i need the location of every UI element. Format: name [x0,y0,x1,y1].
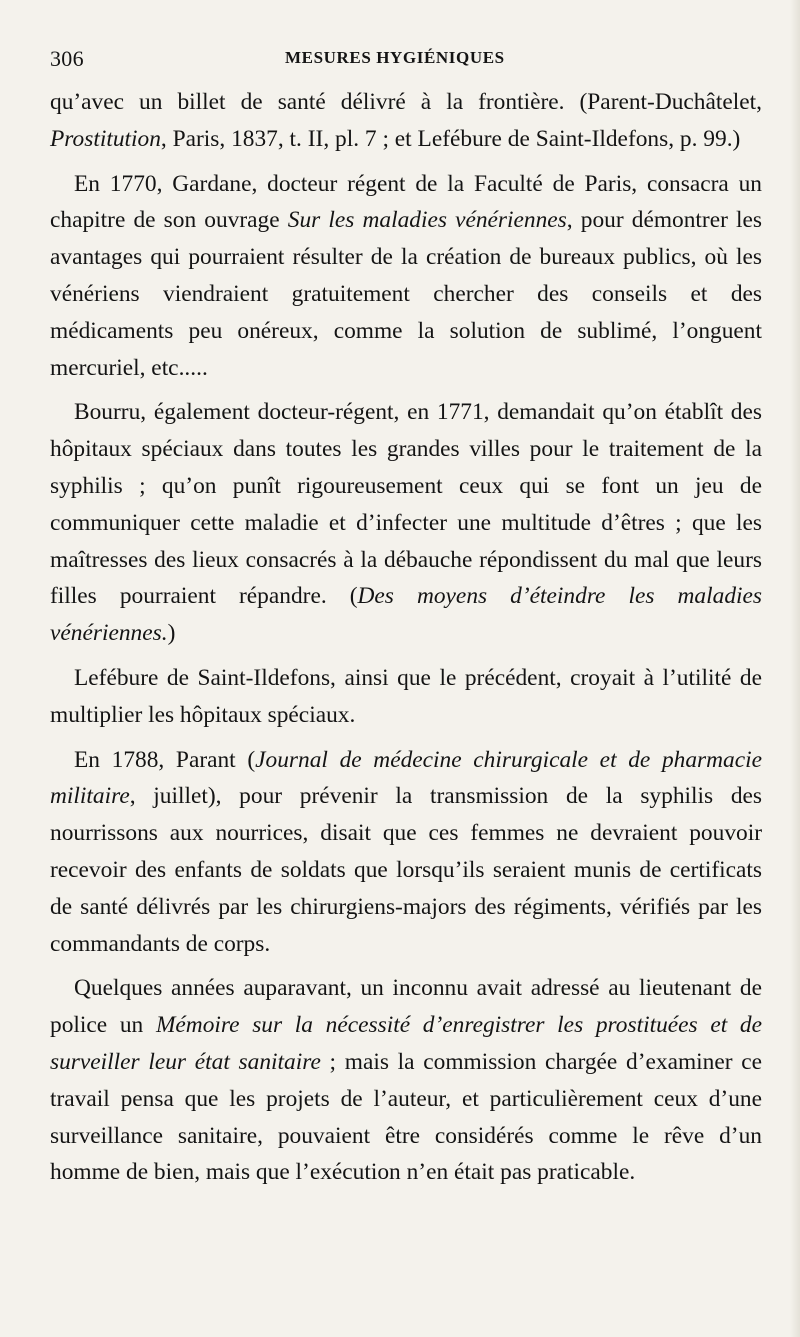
journal-title: Journal de médecine chirurgicale et de pharmacie militaire [50,746,762,810]
text-segment: , juillet), pour prévenir la transmission de la syphilis des nourrissons aux nourrices, disait que ces femmes ne devraient pouvoir recevoir des enfants de soldats que lorsqu’ils seraient munis de certificats de santé délivrés par les chirurgiens-majors des régiments, vérifiés par les commandants de corps. [50,783,762,957]
book-title-maladies-veneriennes: Sur les maladies vénériennes [287,207,567,234]
paragraph-3 [50,394,762,652]
text-segment: , pour démontrer les avantages qui pourraient résulter de la création de bureaux publics, où les vénériens viendraient gratuitement chercher des conseils et des médicaments peu onéreux, comme la solution de sublimé, l’onguent mercuriel, etc..... [50,207,762,381]
body-text [50,84,762,1191]
paragraph-2 [50,166,762,387]
text-segment: Quelques années auparavant, un inconnu avait adressé au lieutenant de police un [50,975,762,1039]
text-segment: , Paris, 1837, t. II, pl. 7 ; et Lefébure de Saint-Ildefons, p. 99.) [160,125,741,152]
page-number: 306 [50,46,84,71]
running-title: MESURES HYGIÉNIQUES [285,48,505,67]
page-edge [790,0,800,1337]
text-segment: Bourru, également docteur-régent, en 1771, demandait qu’on établît des hôpitaux spéciaux dans toutes les grandes villes pour le traitement de la syphilis ; qu’on punît rigoureusement ceux qui se font un jeu de communiquer cette maladie et d’infecter une multitude d’êtres ; que les maîtresses des lieux consacrés à la débauche répondissent du mal que leurs filles pourraient répandre. ( [50,399,762,610]
text-segment: ) [167,620,176,647]
text-segment: En 1788, Parant ( [74,746,256,773]
text-segment: En 1770, Gardane, docteur régent de la Faculté de Paris, consacra un chapitre de son ouvrage [50,170,762,234]
text-segment: Lefébure de Saint-Ildefons, ainsi que le précédent, croyait à l’utilité de multiplier les hôpitaux spéciaux. [50,664,762,728]
paragraph-5 [50,742,762,963]
book-title-moyens-eteindre: Des moyens d’éteindre les maladies vénériennes. [50,583,762,647]
running-head [50,40,762,74]
paragraph-4 [50,660,762,734]
memoire-title: Mémoire sur la nécessité d’enregistrer les prostituées et de surveiller leur état sanitaire [50,1012,762,1075]
paragraph-1 [50,84,762,158]
book-page [50,40,762,1199]
paragraph-6 [50,970,762,1191]
text-segment: ; mais la commission chargée d’examiner ce travail pensa que les projets de l’auteur, et particulièrement ceux d’une surveillance sanitaire, pouvaient être considérés comme le rêve d’un homme de bien, mais que l’exécution n’en était pas praticable. [50,1048,762,1186]
text-segment: qu’avec un billet de santé délivré à la frontière. (Parent-Duchâtelet, [50,89,762,115]
book-title-prostitution: Prostitution [50,125,161,152]
